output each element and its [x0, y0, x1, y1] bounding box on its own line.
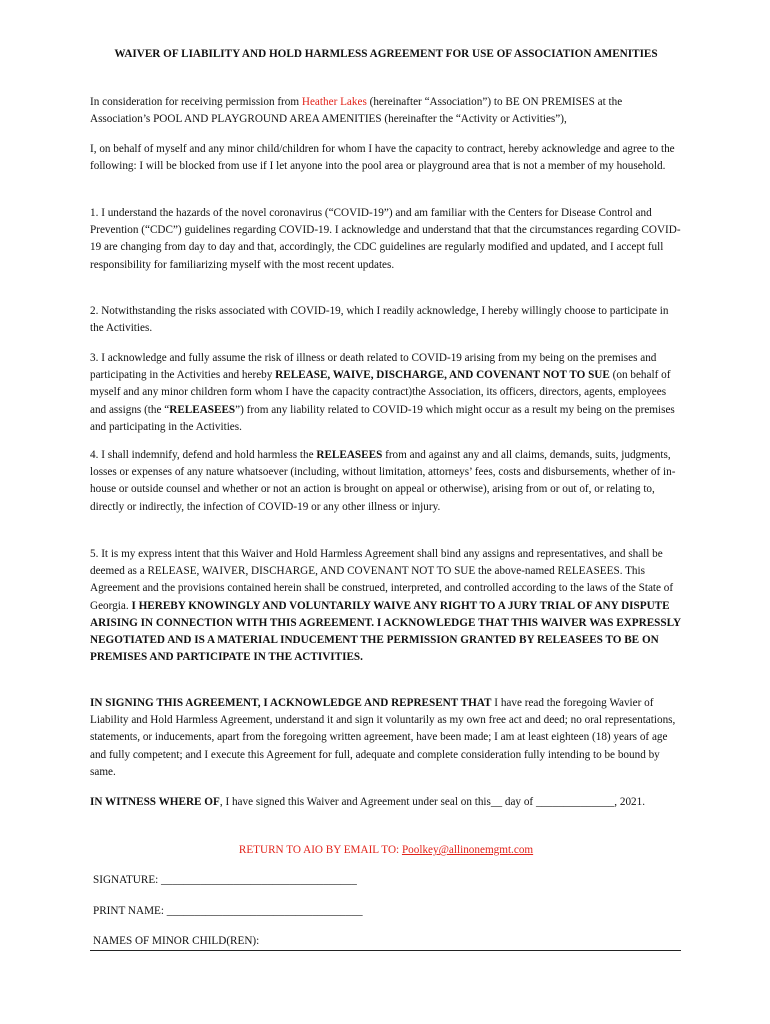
minor-children-label: NAMES OF MINOR CHILD(REN): — [93, 935, 260, 947]
item-1-paragraph: 1. I understand the hazards of the novel coronavirus (“COVID-19”) and am familiar with the Centers for Disease Control and Prevention (“CDC”) guidelines regarding COVID-19. I acknowledge and understand that that the circumstances regarding COVID-19 are changing from day to day and that, accordingly, the CDC guidelines are regularly modified and updated, and I accept full responsibility for familiarizing myself with the most recent updates. — [90, 207, 681, 271]
item-3-text-c: (on behalf of myself and any minor children form whom I have the capacity contract)the Association, its officers, directors, agents, employees and assigns (the “ — [90, 369, 671, 416]
return-label: RETURN TO AIO BY EMAIL TO: — [238, 844, 402, 856]
item-3-paragraph — [90, 350, 682, 436]
item-5-text-a: 5. It is my express intent that this Waiver and Hold Harmless Agreement shall bind any assigns and representatives, and shall be deemed as a RELEASE, WAIVER, DISCHARGE, AND COVENANT NOT TO SUE the above-named RELEASEES. This Agreement and the provisions contained herein shall be construed, interpreted, and controlled according to the laws of the State of Georgia. — [90, 548, 674, 612]
intro-text-start: In consideration for receiving permission from — [90, 96, 302, 108]
item-3-release-bold: RELEASE, WAIVE, DISCHARGE, AND COVENANT NOT TO SUE — [275, 369, 610, 382]
behalf-paragraph: I, on behalf of myself and any minor child/children for whom I have the capacity to contract, hereby acknowledge and agree to the following: I will be blocked from use if I let anyone into the pool area or playground area that is not a member of my household. — [90, 143, 675, 173]
document-title: WAIVER OF LIABILITY AND HOLD HARMLESS AGREEMENT FOR USE OF ASSOCIATION AMENITIES — [114, 48, 658, 60]
item-5-paragraph — [90, 546, 682, 666]
bottom-divider — [90, 950, 681, 951]
signing-paragraph — [90, 695, 682, 781]
return-instruction — [90, 842, 682, 859]
item-4-paragraph — [90, 447, 682, 516]
item-5-jury-waiver-bold: I HEREBY KNOWINGLY AND VOLUNTARILY WAIVE ANY RIGHT TO A JURY TRIAL OF ANY DISPUTE ARISING IN CONNECTION WITH THIS AGREEMENT. I ACKNOWLEDGE THAT THIS WAIVER WAS EXPRESSLY NEGOTIATED AND IS A MATERIAL INDUCEMENT THE PERMISSION GRANTED BY RELEASEES TO BE ON PREMISES AND PARTICIPATE IN THE ACTIVITIES. — [90, 599, 681, 664]
item-3-text-e: ”) from any liability related to COVID-19 which might occur as a result my being on the premises and participating in the Activities. — [90, 403, 675, 433]
witness-heading-bold: IN WITNESS WHERE OF — [90, 796, 220, 808]
item-4-releasees-bold: RELEASEES — [316, 449, 383, 461]
item-4-text-a: 4. I shall indemnify, defend and hold harmless the — [90, 449, 317, 461]
print-name-field[interactable]: PRINT NAME: ___________________________________ — [93, 905, 363, 917]
witness-text: , I have signed this Waiver and Agreement under seal on this__ day of ______________, 2021. — [219, 796, 646, 808]
signing-text: I have read the foregoing Wavier of Liability and Hold Harmless Agreement, understand it and sign it voluntarily as my own free act and deed; no oral representations, statements, or inducements, apart from the foregoing written agreement, have been made; I am at least eighteen (18) years of age and fully competent; and I execute this Agreement for full, adequate and complete consideration fully intending to be bound by same. — [90, 697, 676, 778]
item-2-paragraph: 2. Notwithstanding the risks associated with COVID-19, which I readily acknowledge, I hereby willingly choose to participate in the Activities. — [90, 305, 669, 335]
association-name: Heather Lakes — [301, 96, 367, 108]
item-4-text-c: from and against any and all claims, demands, suits, judgments, losses or expenses of any nature whatsoever (including, without limitation, attorneys’ fees, costs and disbursements, whether of in-house or outside counsel and whether or not an action is brought on appeal or otherwise), arising from or out of, or relating to, directly or indirectly, the infection of COVID-19 or any other illness or injury. — [90, 449, 676, 513]
intro-paragraph — [90, 94, 682, 128]
witness-paragraph — [90, 794, 682, 811]
item-3-text-a: 3. I acknowledge and fully assume the risk of illness or death related to COVID-19 arising from my being on the premises and participating in the Activities and hereby — [90, 352, 657, 382]
item-3-releasees-bold: RELEASEES — [169, 403, 236, 416]
signing-heading-bold: IN SIGNING THIS AGREEMENT, I ACKNOWLEDGE AND REPRESENT THAT — [90, 697, 492, 709]
return-email-link[interactable]: Poolkey@allinonemgmt.com — [401, 844, 534, 856]
signature-field[interactable]: SIGNATURE: ___________________________________ — [93, 874, 357, 886]
intro-text-end: (hereinafter “Association”) to BE ON PREMISES at the Association’s POOL AND PLAYGROUND AREA AMENITIES (hereinafter the “Activity or Activities”), — [90, 96, 623, 126]
